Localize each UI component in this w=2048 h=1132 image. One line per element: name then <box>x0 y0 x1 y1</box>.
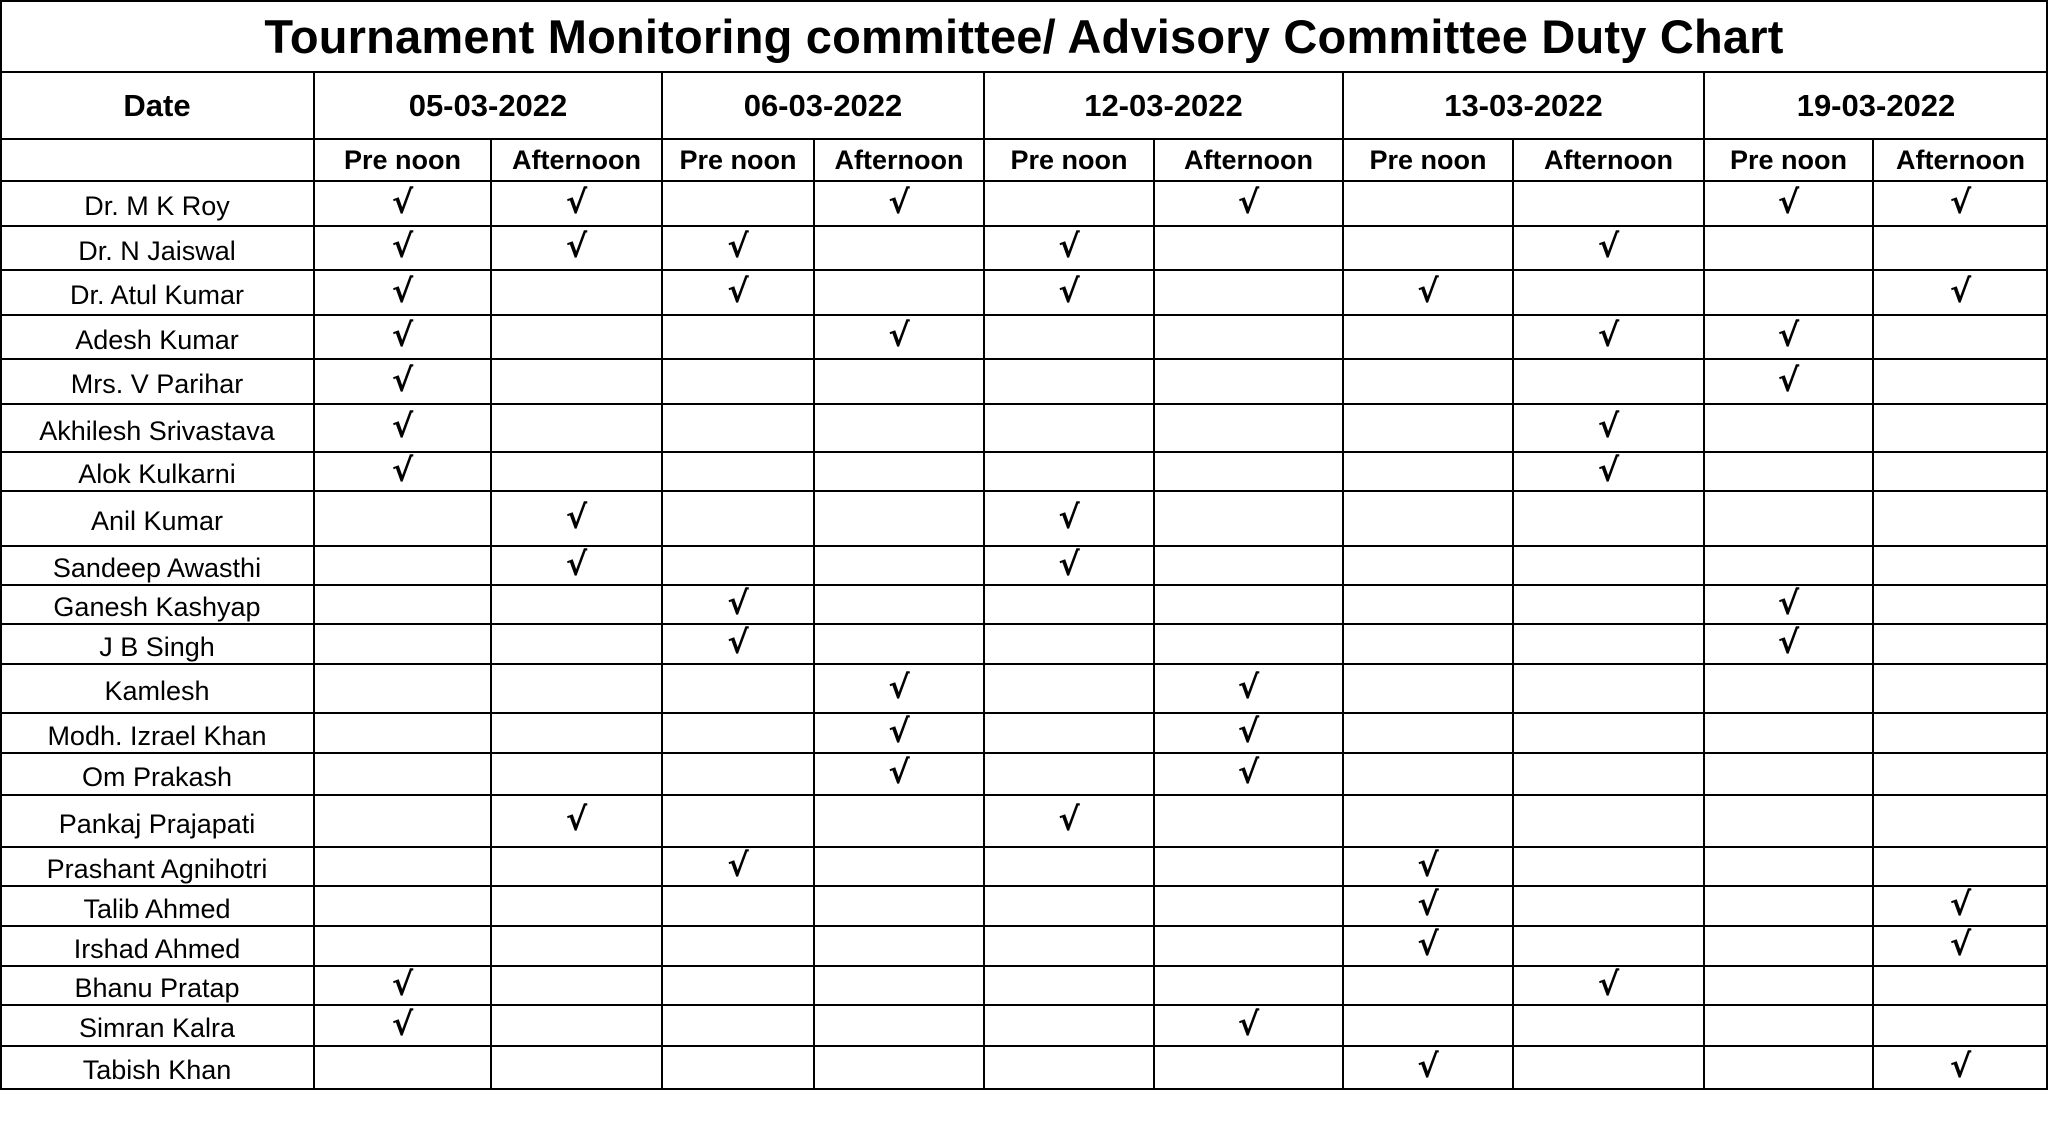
grid-line <box>0 314 2048 316</box>
session-header-afternoon: Afternoon <box>834 144 964 175</box>
session-header-pre-noon: Pre noon <box>679 144 797 175</box>
date-header: 05-03-2022 <box>408 87 568 123</box>
duty-check-mark: √ <box>727 623 749 661</box>
grid-line <box>1703 72 1705 1089</box>
duty-check-mark: √ <box>1058 497 1080 536</box>
member-name: Tabish Khan <box>82 1055 232 1085</box>
grid-line <box>0 663 2048 665</box>
duty-check-mark: √ <box>888 182 910 221</box>
duty-check-mark: √ <box>391 227 414 265</box>
grid-line <box>661 72 663 1089</box>
member-name: Anil Kumar <box>90 506 224 536</box>
grid-line <box>0 545 2048 547</box>
grid-line <box>983 72 985 1089</box>
member-name: J B Singh <box>99 631 215 662</box>
duty-check-mark: √ <box>1597 407 1620 445</box>
duty-check-mark: √ <box>727 227 749 265</box>
grid-line <box>0 180 2048 182</box>
duty-check-mark: √ <box>391 360 414 399</box>
session-header-pre-noon: Pre noon <box>1010 144 1128 175</box>
duty-check-mark: √ <box>1777 583 1800 622</box>
member-name: Adesh Kumar <box>75 324 239 355</box>
grid-line <box>0 584 2048 586</box>
duty-check-mark: √ <box>1237 667 1260 706</box>
member-name: Dr. M K Roy <box>84 191 230 221</box>
member-name: Prashant Agnihotri <box>46 854 268 884</box>
grid-line <box>0 138 2048 140</box>
duty-check-mark: √ <box>727 583 749 622</box>
grid-line <box>0 846 2048 848</box>
duty-check-mark: √ <box>391 316 414 354</box>
duty-check-mark: √ <box>391 407 414 445</box>
member-name: Talib Ahmed <box>83 893 231 924</box>
date-header: 06-03-2022 <box>743 87 903 123</box>
grid-line <box>0 623 2048 625</box>
grid-line <box>0 965 2048 967</box>
member-name: Simran Kalra <box>78 1013 236 1043</box>
duty-check-mark: √ <box>1058 227 1080 265</box>
member-name: Irshad Ahmed <box>73 933 241 964</box>
grid-line <box>813 139 815 1089</box>
chart-title: Tournament Monitoring committee/ Advisory Committee Duty Chart <box>264 9 1784 63</box>
date-header: 19-03-2022 <box>1796 87 1956 123</box>
duty-check-mark: √ <box>1417 271 1439 310</box>
duty-check-mark: √ <box>1949 271 1972 310</box>
duty-check-mark: √ <box>1237 1004 1260 1043</box>
duty-check-mark: √ <box>1777 316 1800 354</box>
grid-line <box>0 0 2 1089</box>
duty-check-mark: √ <box>1237 712 1260 750</box>
duty-check-mark: √ <box>727 845 749 884</box>
member-name: Om Prakash <box>81 761 233 792</box>
duty-check-mark: √ <box>565 227 588 265</box>
duty-check-mark: √ <box>565 497 588 536</box>
duty-check-mark: √ <box>888 316 910 354</box>
grid-line <box>1342 72 1344 1089</box>
grid-line <box>0 885 2048 887</box>
duty-check-mark: √ <box>565 544 588 583</box>
grid-line <box>1153 139 1155 1089</box>
duty-check-mark: √ <box>1417 925 1439 963</box>
member-name: Kamlesh <box>104 676 210 706</box>
duty-check-mark: √ <box>391 450 414 489</box>
grid-line <box>0 269 2048 271</box>
duty-check-mark: √ <box>391 1004 414 1043</box>
member-name: Ganesh Kashyap <box>53 592 261 622</box>
grid-line <box>0 451 2048 453</box>
session-header-afternoon: Afternoon <box>512 144 641 175</box>
member-name: Modh. Izrael Khan <box>47 720 267 751</box>
grid-line <box>0 358 2048 360</box>
session-header-pre-noon: Pre noon <box>1729 144 1847 175</box>
member-name: Dr. N Jaiswal <box>78 235 236 266</box>
duty-check-mark: √ <box>391 271 414 310</box>
grid-line <box>0 490 2048 492</box>
duty-check-mark: √ <box>727 271 749 310</box>
duty-check-mark: √ <box>391 182 414 221</box>
grid-line <box>0 0 2048 2</box>
duty-check-mark: √ <box>1777 360 1800 399</box>
duty-check-mark: √ <box>1058 800 1080 838</box>
grid-line <box>0 794 2048 796</box>
duty-check-mark: √ <box>1417 845 1439 884</box>
date-header: 13-03-2022 <box>1444 87 1603 123</box>
session-header-afternoon: Afternoon <box>1896 144 2025 175</box>
duty-check-mark: √ <box>1597 450 1620 489</box>
member-name: Sandeep Awasthi <box>52 553 262 583</box>
member-name: Bhanu Pratap <box>74 973 240 1003</box>
duty-check-mark: √ <box>391 964 414 1003</box>
duty-check-mark: √ <box>565 800 588 838</box>
duty-check-mark: √ <box>1597 964 1620 1003</box>
grid-line <box>1872 139 1874 1089</box>
duty-check-mark: √ <box>1949 1046 1972 1085</box>
date-column-header: Date <box>123 87 191 123</box>
grid-line <box>313 72 315 1089</box>
member-name: Dr. Atul Kumar <box>69 280 245 310</box>
duty-check-mark: √ <box>888 753 910 791</box>
grid-line <box>0 712 2048 714</box>
session-header-pre-noon: Pre noon <box>343 144 461 175</box>
grid-line <box>0 71 2048 73</box>
duty-check-mark: √ <box>1597 316 1620 354</box>
duty-check-mark: √ <box>1237 753 1260 791</box>
grid-line <box>0 403 2048 405</box>
grid-line <box>1512 139 1514 1089</box>
duty-check-mark: √ <box>1777 623 1800 661</box>
duty-check-mark: √ <box>1949 925 1972 963</box>
duty-check-mark: √ <box>888 667 910 706</box>
member-name: Akhilesh Srivastava <box>39 415 275 446</box>
session-header-pre-noon: Pre noon <box>1369 144 1487 175</box>
duty-check-mark: √ <box>565 182 588 221</box>
grid-line <box>0 925 2048 927</box>
duty-check-mark: √ <box>1058 544 1080 583</box>
duty-check-mark: √ <box>1417 1046 1439 1085</box>
member-name: Alok Kulkarni <box>78 459 236 489</box>
grid-line <box>0 225 2048 227</box>
session-header-afternoon: Afternoon <box>1184 144 1313 175</box>
grid-line <box>490 139 492 1089</box>
duty-check-mark: √ <box>1949 885 1972 923</box>
duty-check-mark: √ <box>1417 885 1439 923</box>
member-name: Pankaj Prajapati <box>58 808 256 839</box>
session-header-afternoon: Afternoon <box>1544 144 1673 175</box>
duty-check-mark: √ <box>888 712 910 750</box>
grid-line <box>0 1045 2048 1047</box>
member-name: Mrs. V Parihar <box>70 369 244 399</box>
duty-check-mark: √ <box>1949 182 1972 221</box>
grid-line <box>0 752 2048 754</box>
duty-check-mark: √ <box>1058 271 1080 310</box>
duty-check-mark: √ <box>1777 182 1800 221</box>
duty-check-mark: √ <box>1237 182 1260 221</box>
grid-line <box>0 1004 2048 1006</box>
date-header: 12-03-2022 <box>1084 87 1243 123</box>
grid-line <box>0 1088 2048 1090</box>
duty-check-mark: √ <box>1597 227 1620 265</box>
